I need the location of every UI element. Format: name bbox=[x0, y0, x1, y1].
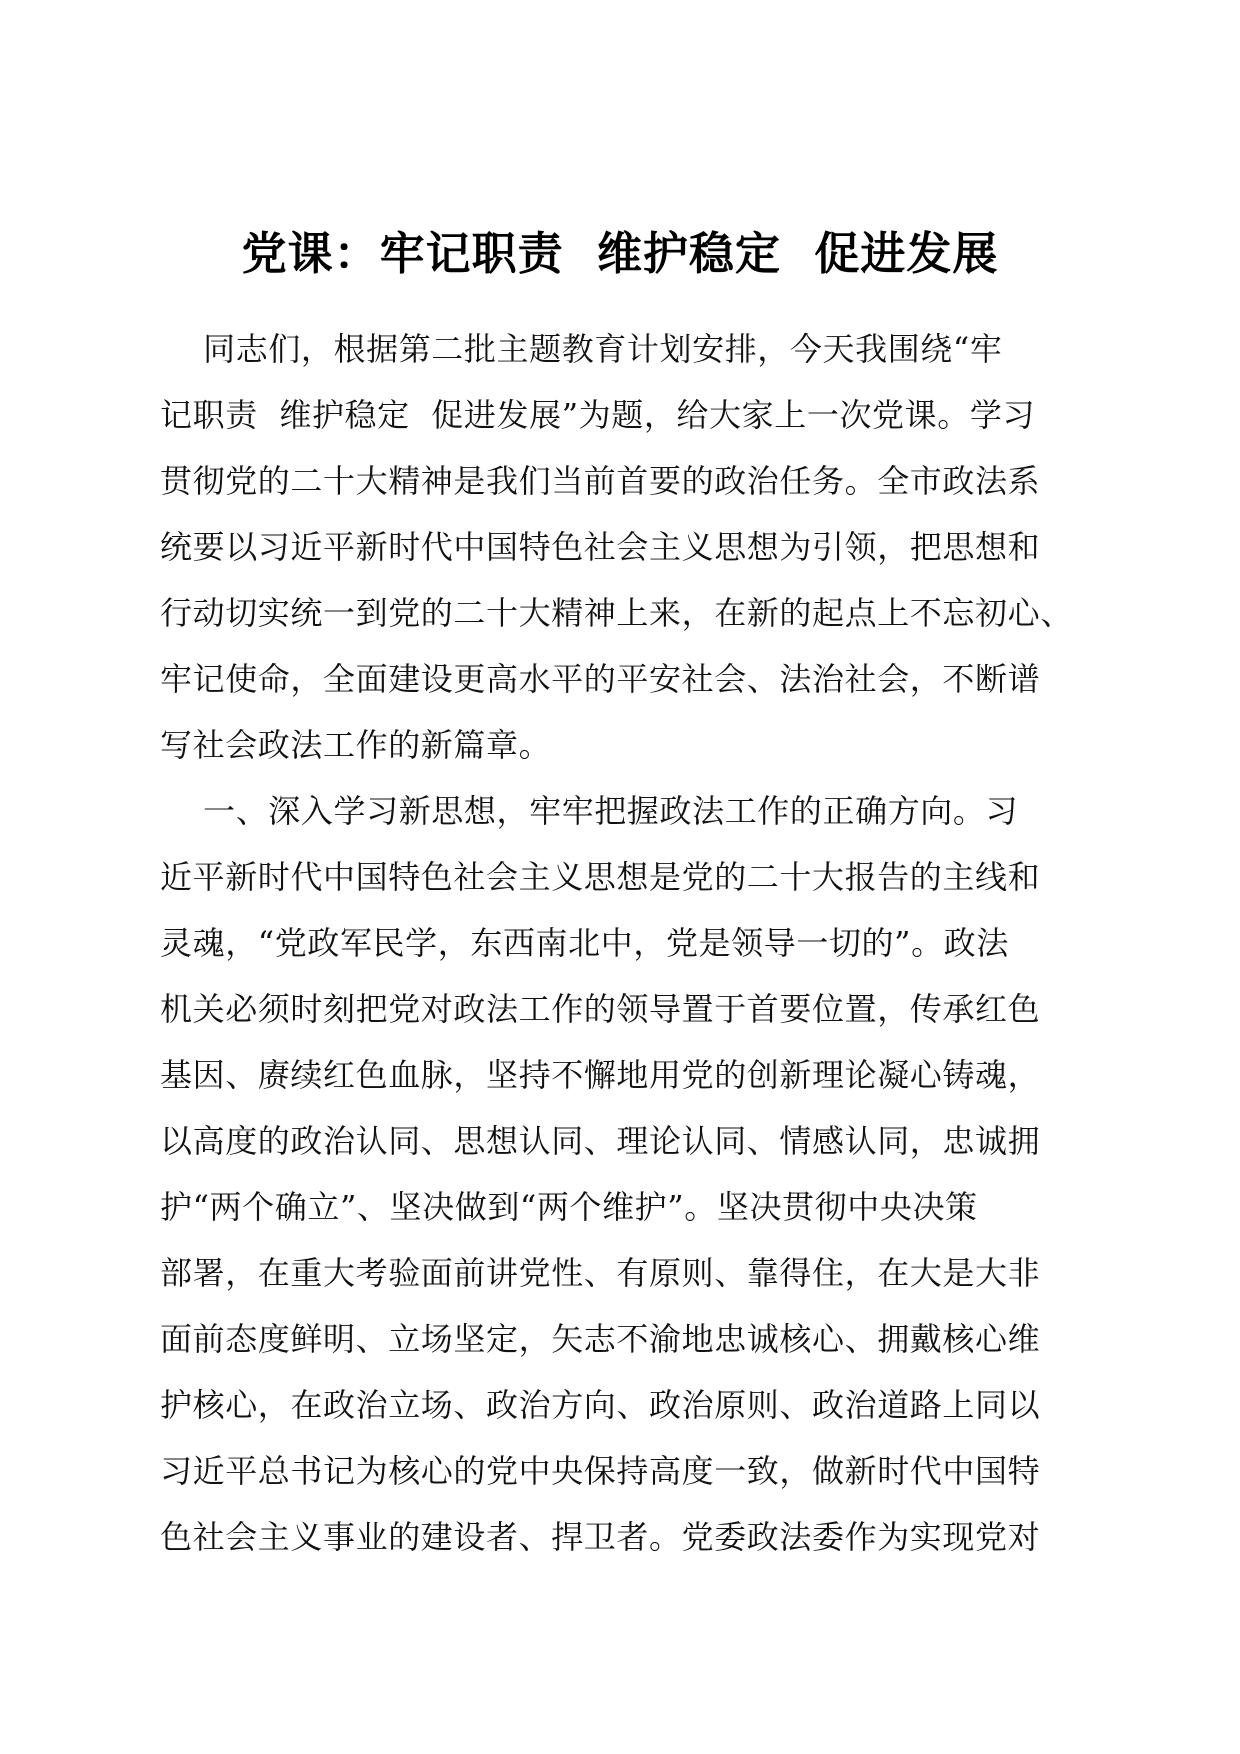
body-line: 统要以习近平新时代中国特色社会主义思想为引领，把思想和 bbox=[160, 528, 1041, 566]
body-line: 灵魂，“党政军民学，东西南北中，党是领导一切的”。政法 bbox=[160, 924, 1009, 962]
body-line: 以高度的政治认同、思想认同、理论认同、情感认同，忠诚拥 bbox=[160, 1122, 1041, 1160]
body-line: 机关必须时刻把党对政法工作的领导置于首要位置，传承红色 bbox=[160, 990, 1041, 1028]
body-line: 记职责 维护稳定 促进发展”为题，给大家上一次党课。学习 bbox=[160, 396, 1036, 434]
document-title: 党课：牢记职责 维护稳定 促进发展 bbox=[241, 227, 999, 280]
body-line: 面前态度鲜明、立场坚定，矢志不渝地忠诚核心、拥戴核心维 bbox=[160, 1320, 1041, 1358]
body-line: 色社会主义事业的建设者、捍卫者。党委政法委作为实现党对 bbox=[160, 1518, 1041, 1556]
body-line: 护核心，在政治立场、政治方向、政治原则、政治道路上同以 bbox=[160, 1386, 1041, 1424]
body-line: 牢记使命，全面建设更高水平的平安社会、法治社会，不断谱 bbox=[160, 660, 1041, 698]
body-line: 护“两个确立”、坚决做到“两个维护”。坚决贯彻中央决策 bbox=[160, 1188, 978, 1226]
body-line: 贯彻党的二十大精神是我们当前首要的政治任务。全市政法系 bbox=[160, 462, 1041, 500]
body-line: 部署，在重大考验面前讲党性、有原则、靠得住，在大是大非 bbox=[160, 1254, 1041, 1292]
body-line: 同志们，根据第二批主题教育计划安排，今天我围绕“牢 bbox=[160, 330, 1003, 368]
body-line: 写社会政法工作的新篇章。 bbox=[160, 726, 552, 764]
body-line: 基因、赓续红色血脉，坚持不懈地用党的创新理论凝心铸魂， bbox=[160, 1056, 1041, 1094]
body-line: 近平新时代中国特色社会主义思想是党的二十大报告的主线和 bbox=[160, 858, 1041, 896]
body-line: 一、深入学习新思想，牢牢把握政法工作的正确方向。习 bbox=[160, 792, 1019, 830]
body-line: 行动切实统一到党的二十大精神上来，在新的起点上不忘初心、 bbox=[160, 594, 1073, 632]
document-body bbox=[160, 316, 1080, 1570]
body-line: 习近平总书记为核心的党中央保持高度一致，做新时代中国特 bbox=[160, 1452, 1041, 1490]
